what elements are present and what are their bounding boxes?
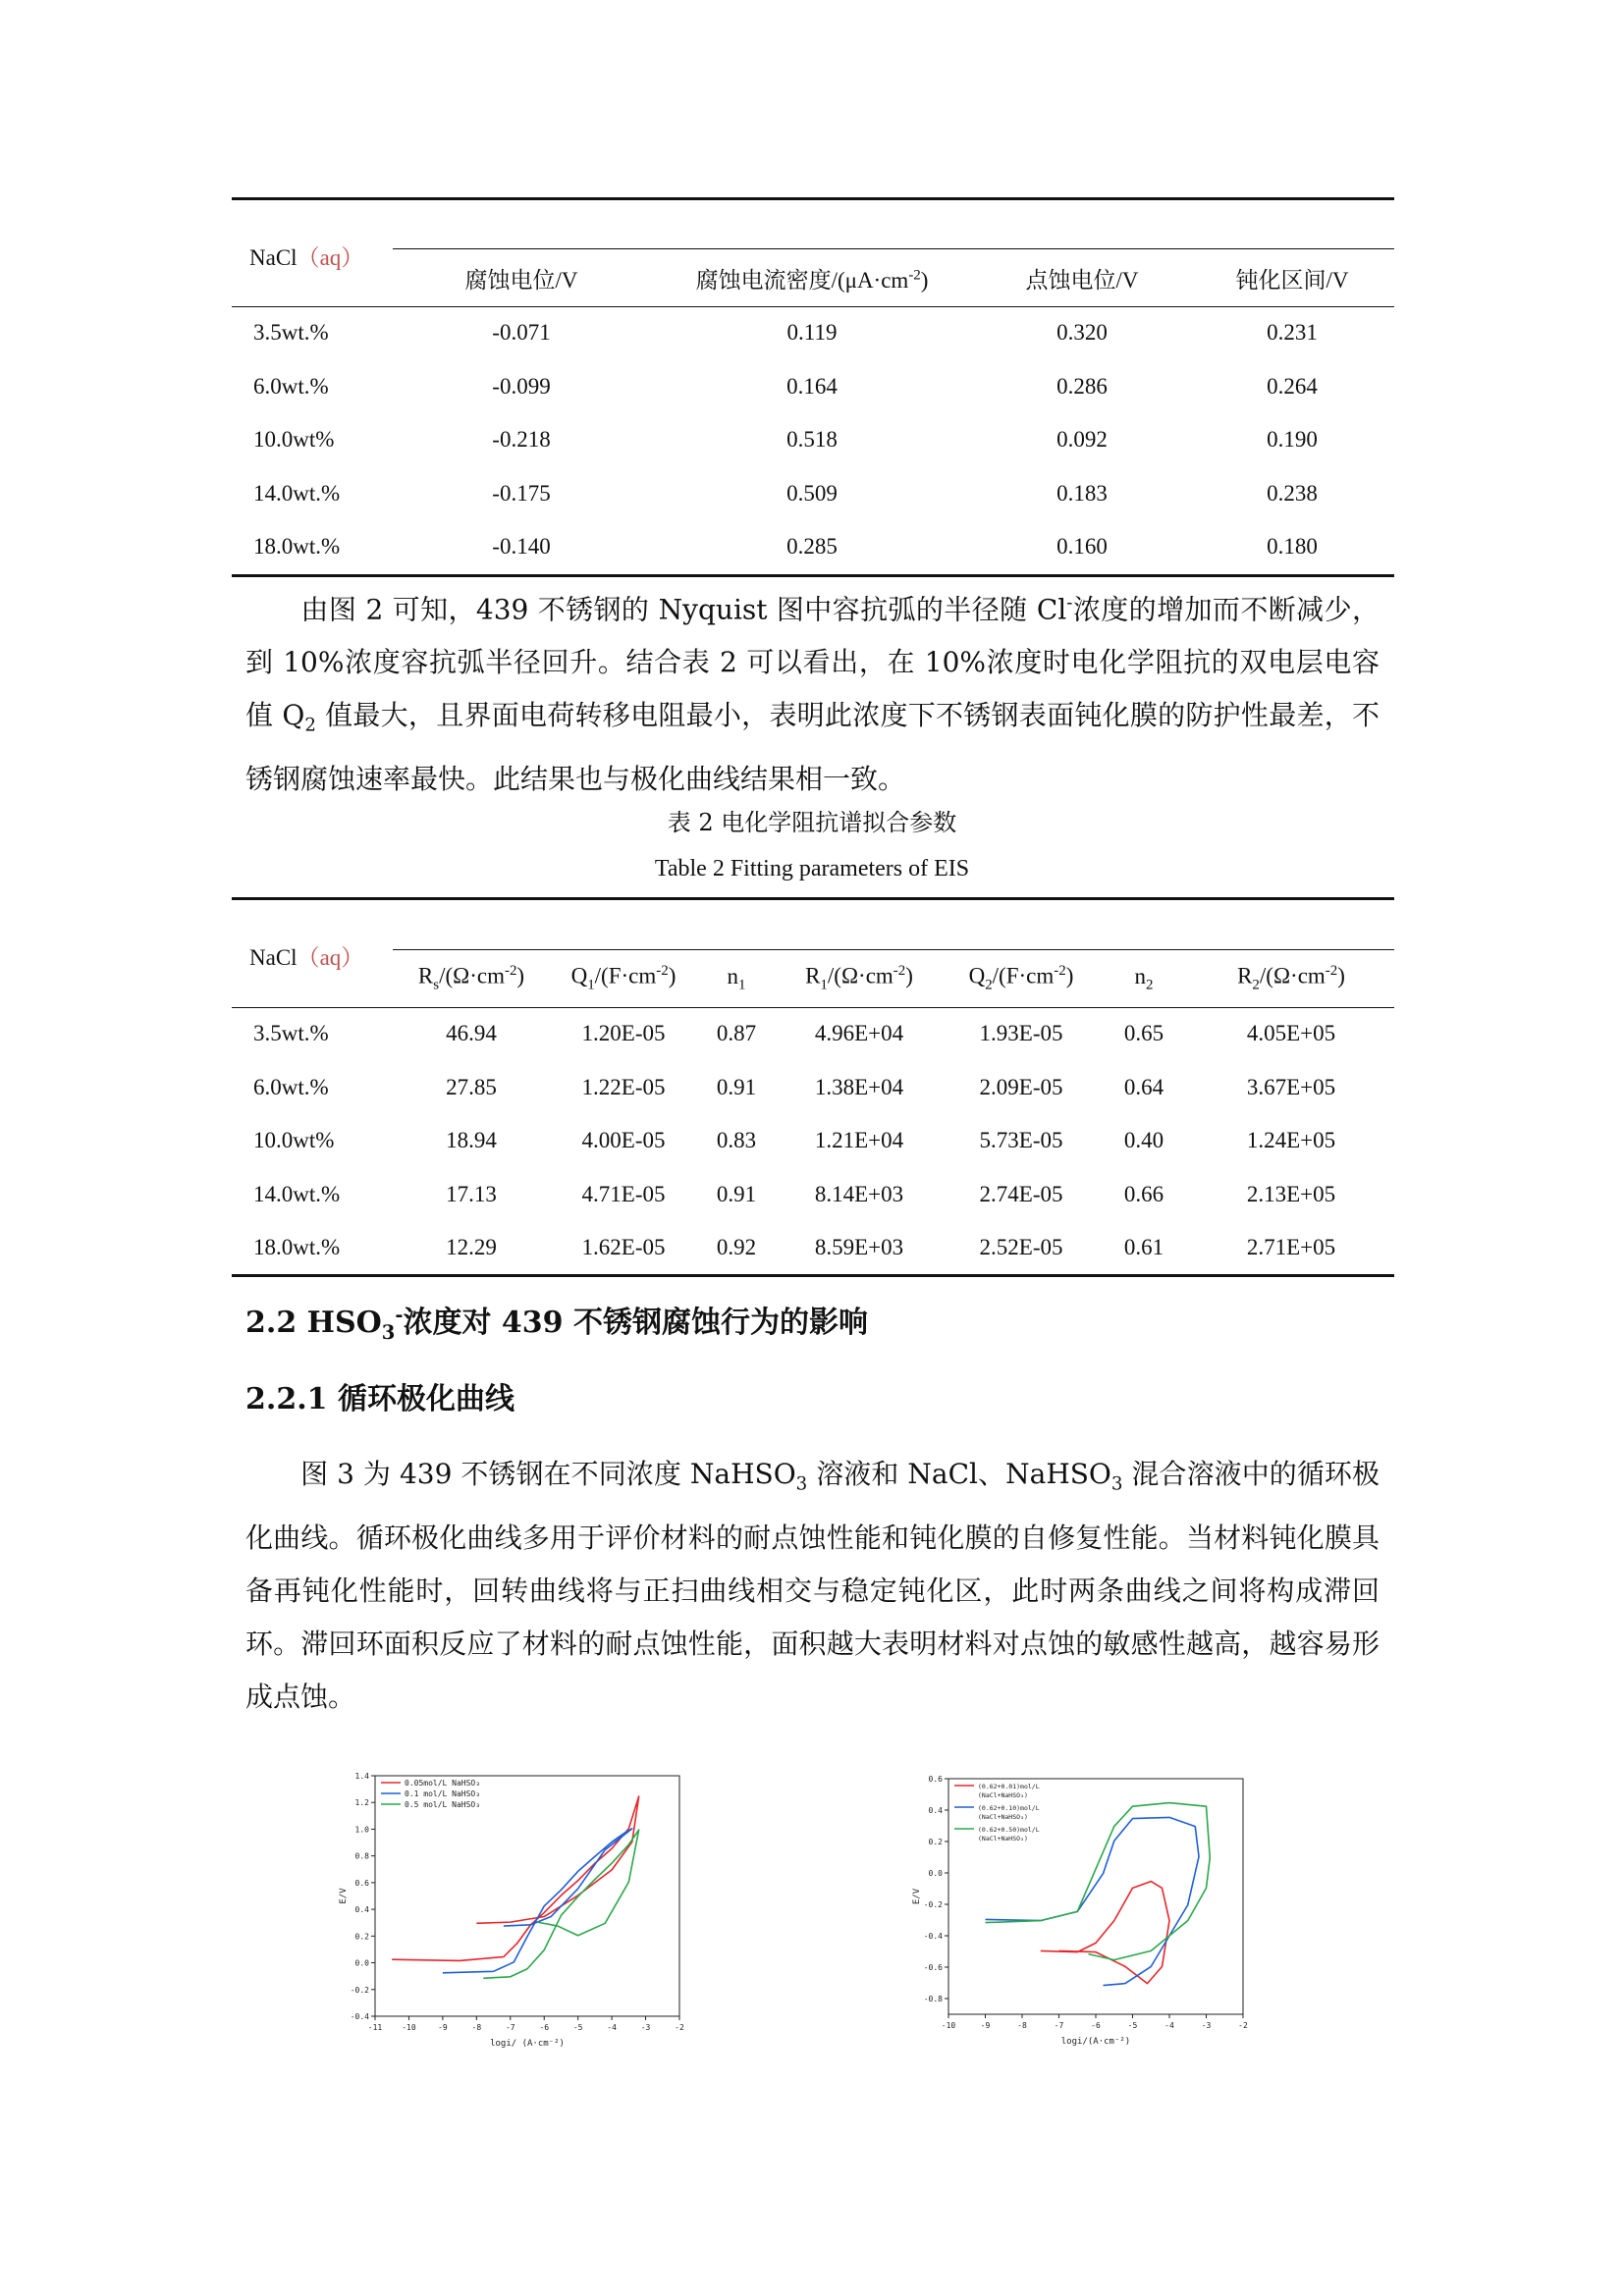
table2-cell: 0.91 bbox=[716, 1181, 757, 1206]
table2-row-label: 6.0wt.% bbox=[253, 1074, 329, 1099]
table2-row bbox=[232, 1221, 1394, 1275]
table1-col-header: 腐蚀电位/V bbox=[464, 267, 578, 293]
x-tick-label: -2 bbox=[675, 2023, 684, 2032]
y-tick-label: -0.4 bbox=[923, 1932, 943, 1941]
table1-col-header: 点蚀电位/V bbox=[1025, 267, 1139, 293]
x-tick-label: -10 bbox=[941, 2021, 956, 2030]
y-axis-label: E/V bbox=[339, 1888, 349, 1904]
y-tick-label: 0.0 bbox=[354, 1958, 369, 1968]
section-heading-2-2-1: 2.2.1 循环极化曲线 bbox=[245, 1382, 514, 1416]
paragraph-2: 图 3 为 439 不锈钢在不同浓度 NaHSO$_3$ 溶液和 NaCl、NaHSO$_3$ 混合溶液中的循环极化曲线。循环极化曲线多用于评价材料的耐点蚀性能和钝化膜的自修复性能。当材料钝化膜具备再钝化性能时，回转曲线将与正扫曲线相交与稳定钝化区，此时两条曲线之间将构成滞回环。滞回环面积反应了材料的耐点蚀性能，面积越大表明材料对点蚀的敏感性越高，越容易形成点蚀。 bbox=[245, 1458, 1380, 1713]
table1-cell: 0.183 bbox=[1056, 480, 1108, 506]
table2-caption-cn: 表 2 电化学阻抗谱拟合参数 bbox=[667, 809, 957, 836]
table2-col-header: $Q_1/(F\cdot cm^{-2})$ bbox=[570, 963, 677, 993]
series-line-1 bbox=[392, 1796, 638, 1960]
table1-cell: -0.218 bbox=[492, 427, 551, 453]
table2-cell: 8.59E+03 bbox=[814, 1235, 904, 1260]
y-tick-label: -0.4 bbox=[350, 2012, 369, 2021]
table2-cell: 46.94 bbox=[446, 1021, 497, 1046]
table1-cell: 0.264 bbox=[1267, 373, 1318, 399]
table1-row-label: 18.0wt.% bbox=[253, 534, 341, 560]
table2-row-label: 14.0wt.% bbox=[253, 1181, 341, 1206]
table2-cell: 18.94 bbox=[446, 1128, 497, 1153]
table2-cell: 2.52E-05 bbox=[979, 1235, 1063, 1260]
table1-col-header: 钝化区间/V bbox=[1235, 267, 1349, 293]
table1-row-label: 10.0wt% bbox=[253, 427, 335, 453]
x-axis-label: logi/(A·cm⁻²) bbox=[1060, 2037, 1131, 2047]
table2-cell: 4.71E-05 bbox=[581, 1181, 666, 1206]
table2-cell: 1.38E+04 bbox=[814, 1074, 904, 1099]
table1-cell: 0.231 bbox=[1267, 320, 1318, 346]
section-heading-2-2: 2.2 $HSO_3^-$浓度对 439 不锈钢腐蚀行为的影响 bbox=[245, 1304, 868, 1344]
x-tick-label: -8 bbox=[1017, 2021, 1027, 2030]
figure-left-chart bbox=[324, 1762, 687, 2056]
table1-cell: 0.285 bbox=[786, 534, 838, 560]
legend-label: (NaCl+NaHSO₃) bbox=[978, 1835, 1028, 1842]
table2-cell: 0.91 bbox=[716, 1074, 757, 1099]
table2-cell: 0.83 bbox=[716, 1128, 757, 1153]
table1-row-label: 3.5wt.% bbox=[253, 320, 329, 346]
table1-stub-paren: （aq） bbox=[297, 245, 364, 270]
table1-row bbox=[232, 306, 1394, 360]
table2-cell: 4.96E+04 bbox=[814, 1021, 904, 1046]
table2-cell: 1.20E-05 bbox=[581, 1021, 666, 1046]
table2-row bbox=[232, 1168, 1394, 1222]
legend-label: 0.1 mol/L NaHSO₃ bbox=[405, 1789, 481, 1798]
table2-cell: 27.85 bbox=[446, 1074, 497, 1099]
x-tick-label: -4 bbox=[607, 2023, 617, 2032]
table1-cell: 0.320 bbox=[1056, 320, 1108, 346]
table2-cell: 5.73E-05 bbox=[979, 1128, 1063, 1153]
legend-label: (NaCl+NaHSO₃) bbox=[978, 1791, 1028, 1799]
table1-cell: -0.099 bbox=[492, 373, 551, 399]
table1-cell: 0.286 bbox=[1056, 373, 1108, 399]
table2-cell: 2.13E+05 bbox=[1246, 1181, 1336, 1206]
x-tick-label: -6 bbox=[1091, 2021, 1101, 2030]
table2-cell: 8.14E+03 bbox=[814, 1181, 904, 1206]
table1-cell: -0.175 bbox=[492, 480, 551, 506]
legend-label: 0.5 mol/L NaHSO₃ bbox=[405, 1800, 481, 1809]
table1-cell: 0.160 bbox=[1056, 534, 1108, 560]
table1-cell: 0.190 bbox=[1267, 427, 1318, 453]
series-line-2 bbox=[986, 1817, 1200, 1985]
table1-cell: 0.164 bbox=[786, 373, 838, 399]
table2-cell: 0.66 bbox=[1123, 1181, 1164, 1206]
table1-col-header: 腐蚀电流密度$/(\mu A\cdot cm^{-2})$ bbox=[695, 266, 929, 293]
y-tick-label: 1.0 bbox=[354, 1825, 369, 1835]
table2-cell: 0.87 bbox=[716, 1021, 757, 1046]
x-tick-label: -11 bbox=[367, 2023, 383, 2032]
table2-cell: 0.64 bbox=[1123, 1074, 1164, 1099]
table1-stub-label: NaCl bbox=[249, 245, 298, 270]
y-tick-label: 0.2 bbox=[928, 1838, 943, 1846]
table2-cell: 4.05E+05 bbox=[1246, 1021, 1336, 1046]
table1-row-label: 6.0wt.% bbox=[253, 373, 329, 399]
table2-cell: 0.92 bbox=[716, 1235, 757, 1260]
x-tick-label: -7 bbox=[1054, 2021, 1064, 2030]
table2-cell: 4.00E-05 bbox=[581, 1128, 666, 1153]
x-tick-label: -10 bbox=[402, 2023, 416, 2032]
table2-row bbox=[232, 1114, 1394, 1168]
table1-cell: 0.238 bbox=[1267, 480, 1318, 506]
table2-row bbox=[232, 1007, 1394, 1061]
table2-cell: 3.67E+05 bbox=[1246, 1074, 1336, 1099]
x-tick-label: -7 bbox=[505, 2023, 515, 2032]
x-tick-label: -5 bbox=[572, 2023, 583, 2032]
y-tick-label: 0.2 bbox=[354, 1932, 369, 1942]
table1-row bbox=[232, 467, 1394, 521]
table2-stub-label: NaCl bbox=[249, 945, 298, 970]
legend-label: (0.62+0.01)mol/L bbox=[978, 1783, 1040, 1790]
table2-col-header: $n_1$ bbox=[727, 963, 746, 993]
table2-caption-en: Table 2 Fitting parameters of EIS bbox=[654, 856, 970, 881]
table2-cell: 1.21E+04 bbox=[814, 1128, 904, 1153]
series-line-1 bbox=[1041, 1882, 1169, 1984]
table2-col-header: $n_2$ bbox=[1134, 963, 1154, 993]
y-tick-label: -0.8 bbox=[923, 1995, 943, 2003]
y-tick-label: -0.2 bbox=[350, 1985, 369, 1995]
table1-cell: 0.518 bbox=[786, 427, 838, 453]
y-axis-label: E/V bbox=[912, 1888, 922, 1905]
x-tick-label: -9 bbox=[438, 2023, 448, 2032]
table1-cell: 0.509 bbox=[786, 480, 838, 506]
table2-cell: 0.61 bbox=[1123, 1235, 1164, 1260]
table2-stub-paren: （aq） bbox=[297, 945, 364, 970]
table2-top-rule bbox=[232, 897, 1394, 900]
table2-cell: 1.24E+05 bbox=[1246, 1128, 1336, 1153]
table1-row-label: 14.0wt.% bbox=[253, 480, 341, 506]
table1-cell: 0.092 bbox=[1056, 427, 1108, 453]
y-tick-label: 0.6 bbox=[354, 1878, 369, 1888]
x-tick-label: -8 bbox=[471, 2023, 482, 2032]
table2-cell: 2.09E-05 bbox=[979, 1074, 1063, 1099]
x-tick-label: -3 bbox=[640, 2023, 651, 2032]
paragraph-1: 由图 2 可知，439 不锈钢的 Nyquist 图中容抗弧的半径随 Cl-浓度的增加而不断减少，到 10%浓度容抗弧半径回升。结合表 2 可以看出，在 10%浓度时电化学阻抗的双电层电容值 $Q_2$ 值最大，且界面电荷转移电阻最小，表明此浓度下不锈钢表面钝化膜的防护性最差，不锈钢腐蚀速率最快。此结果也与极化曲线结果相一致。 bbox=[245, 593, 1380, 795]
table2-row bbox=[232, 1061, 1394, 1115]
x-tick-label: -4 bbox=[1164, 2021, 1174, 2030]
table2-cell: 2.71E+05 bbox=[1246, 1235, 1336, 1260]
legend-label: (NaCl+NaHSO₃) bbox=[978, 1813, 1028, 1821]
table1-top-rule bbox=[232, 197, 1394, 200]
y-tick-label: 1.2 bbox=[354, 1798, 369, 1808]
y-tick-label: 0.4 bbox=[928, 1806, 943, 1815]
table1 bbox=[232, 249, 1394, 574]
table2-cell: 17.13 bbox=[446, 1181, 497, 1206]
x-axis-label: logi/ (A·cm⁻²) bbox=[490, 2039, 565, 2049]
table2-cell: 1.93E-05 bbox=[979, 1021, 1063, 1046]
figure-right-chart bbox=[903, 1765, 1257, 2059]
table2-cell: 0.65 bbox=[1123, 1021, 1164, 1046]
table2-body bbox=[232, 1007, 1394, 1275]
x-tick-label: -6 bbox=[539, 2023, 550, 2032]
table2-cell: 12.29 bbox=[446, 1235, 497, 1260]
table2-row-label: 18.0wt.% bbox=[253, 1235, 341, 1260]
legend-label: (0.62+0.10)mol/L bbox=[978, 1804, 1040, 1812]
table2-cell: 2.74E-05 bbox=[979, 1181, 1063, 1206]
table2-header-row bbox=[232, 950, 1394, 1007]
table2-cell: 1.62E-05 bbox=[581, 1235, 666, 1260]
table1-cell: -0.071 bbox=[492, 320, 551, 346]
table1-body bbox=[232, 306, 1394, 574]
table2-row-label: 3.5wt.% bbox=[253, 1021, 329, 1046]
x-tick-label: -2 bbox=[1238, 2021, 1248, 2030]
table1-cell: -0.140 bbox=[492, 534, 551, 560]
y-tick-label: 0.8 bbox=[354, 1851, 369, 1861]
x-tick-label: -3 bbox=[1201, 2021, 1212, 2030]
x-tick-label: -5 bbox=[1127, 2021, 1138, 2030]
x-tick-label: -9 bbox=[980, 2021, 991, 2030]
table2 bbox=[232, 950, 1394, 1275]
table2-col-header: $R_2/(\Omega\cdot cm^{-2})$ bbox=[1237, 963, 1345, 993]
table2-row-label: 10.0wt% bbox=[253, 1128, 335, 1153]
y-tick-label: 1.4 bbox=[354, 1772, 369, 1781]
table1-row bbox=[232, 520, 1394, 574]
y-tick-label: 0.4 bbox=[354, 1905, 369, 1915]
table1-row bbox=[232, 413, 1394, 467]
series-line-2 bbox=[443, 1829, 632, 1973]
table2-col-header: $R_1/(\Omega\cdot cm^{-2})$ bbox=[805, 963, 913, 993]
y-tick-label: 0.0 bbox=[928, 1869, 943, 1878]
table1-row bbox=[232, 360, 1394, 414]
table1-header-row bbox=[232, 249, 1394, 306]
table2-cell: 1.22E-05 bbox=[581, 1074, 666, 1099]
table1-cell: 0.180 bbox=[1267, 534, 1318, 560]
legend-label: (0.62+0.50)mol/L bbox=[978, 1826, 1040, 1834]
series-line-3 bbox=[483, 1830, 638, 1978]
y-tick-label: -0.2 bbox=[923, 1900, 943, 1909]
y-tick-label: -0.6 bbox=[923, 1963, 943, 1972]
y-tick-label: 0.6 bbox=[928, 1775, 943, 1784]
table2-col-header: $R_s/(\Omega\cdot cm^{-2})$ bbox=[417, 963, 525, 993]
table2-cell: 0.40 bbox=[1123, 1128, 1164, 1153]
table2-col-header: $Q_2/(F\cdot cm^{-2})$ bbox=[968, 963, 1074, 993]
legend-label: 0.05mol/L NaHSO₃ bbox=[405, 1779, 481, 1788]
table1-cell: 0.119 bbox=[786, 320, 838, 346]
